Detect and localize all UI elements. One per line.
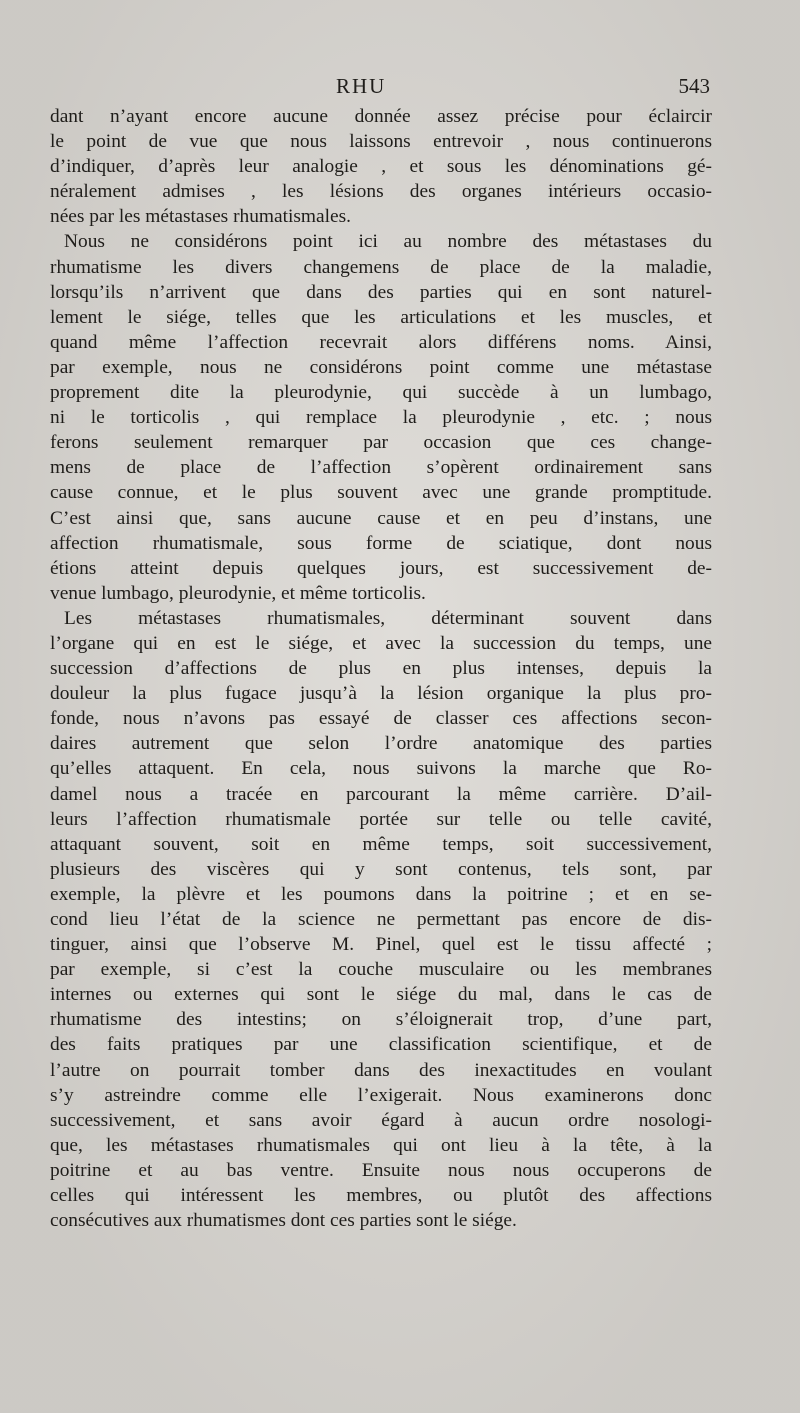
text-line: proprement dite la pleurodynie, qui succède à un lumbago, — [50, 382, 712, 404]
text-line: damel nous a tracée en parcourant la même carrière. D’ail- — [50, 783, 712, 805]
text-line: mens de place de l’affection s’opèrent ordinairement sans — [50, 457, 712, 479]
text-line: l’autre on pourrait tomber dans des inexactitudes en voulant — [50, 1059, 712, 1081]
text-line: rhumatisme les divers changemens de place de la maladie, — [50, 256, 712, 278]
text-line: successivement, et sans avoir égard à aucun ordre nosologi- — [50, 1109, 712, 1131]
text-line: des faits pratiques par une classification scientifique, et de — [50, 1034, 712, 1056]
text-line: lement le siége, telles que les articulations et les muscles, et — [50, 306, 712, 328]
text-line: quand même l’affection recevrait alors différens noms. Ainsi, — [50, 331, 712, 353]
page-number: 543 — [678, 74, 710, 98]
text-line: par exemple, si c’est la couche musculaire ou les membranes — [50, 959, 712, 981]
running-head: RHU — [336, 74, 387, 98]
text-line: dant n’ayant encore aucune donnée assez précise pour éclaircir — [50, 106, 712, 127]
text-line: s’y astreindre comme elle l’exigerait. Nous examinerons donc — [50, 1084, 712, 1106]
text-line: douleur la plus fugace jusqu’à la lésion organique la plus pro- — [50, 683, 712, 705]
text-line: tinguer, ainsi que l’observe M. Pinel, quel est le tissu affecté ; — [50, 934, 712, 956]
text-line: attaquant souvent, soit en même temps, soit successivement, — [50, 833, 712, 855]
text-line: venue lumbago, pleurodynie, et même torticolis. — [50, 582, 426, 604]
text-line: lorsqu’ils n’arrivent que dans des parties qui en sont naturel- — [50, 281, 712, 303]
text-line: Nous ne considérons point ici au nombre des métastases du — [64, 231, 712, 253]
text-line: cause connue, et le plus souvent avec une grande promptitude. — [50, 482, 712, 504]
text-line: étions atteint depuis quelques jours, est successivement de- — [50, 557, 712, 579]
text-line: néralement admises , les lésions des organes intérieurs occasio- — [50, 181, 712, 203]
text-line: ferons seulement remarquer par occasion que ces change- — [50, 432, 712, 454]
text-line: leurs l’affection rhumatismale portée sur telle ou telle cavité, — [50, 808, 712, 830]
text-line: daires autrement que selon l’ordre anatomique des parties — [50, 733, 712, 755]
text-line: ni le torticolis , qui remplace la pleurodynie , etc. ; nous — [50, 407, 712, 429]
text-line: nées par les métastases rhumatismales. — [50, 206, 351, 228]
text-line: exemple, la plèvre et les poumons dans la poitrine ; et en se- — [50, 883, 712, 905]
text-line: le point de vue que nous laissons entrevoir , nous continuerons — [50, 131, 712, 153]
text-line: affection rhumatismale, sous forme de sciatique, dont nous — [50, 532, 712, 554]
text-line: rhumatisme des intestins; on s’éloignerait trop, d’une part, — [50, 1009, 712, 1031]
text-line: poitrine et au bas ventre. Ensuite nous nous occuperons de — [50, 1159, 712, 1181]
text-line: cond lieu l’état de la science ne permettant pas encore de dis- — [50, 909, 712, 930]
text-line: d’indiquer, d’après leur analogie , et sous les dénominations gé- — [50, 156, 712, 178]
text-line: consécutives aux rhumatismes dont ces parties sont le siége. — [50, 1210, 517, 1232]
text-line: plusieurs des viscères qui y sont contenus, tels sont, par — [50, 858, 712, 880]
text-line: que, les métastases rhumatismales qui ont lieu à la tête, à la — [50, 1134, 712, 1156]
text-line: Les métastases rhumatismales, déterminant souvent dans — [64, 607, 712, 629]
text-line: par exemple, nous ne considérons point comme une métastase — [50, 356, 712, 378]
text-line: fonde, nous n’avons pas essayé de classer ces affections secon- — [50, 708, 712, 730]
text-line: internes ou externes qui sont le siége du mal, dans le cas de — [50, 984, 712, 1006]
text-line: l’organe qui en est le siége, et avec la succession du temps, une — [50, 632, 712, 654]
text-line: succession d’affections de plus en plus intenses, depuis la — [50, 658, 712, 680]
text-line: celles qui intéressent les membres, ou plutôt des affections — [50, 1185, 712, 1207]
text-line: qu’elles attaquent. En cela, nous suivons la marche que Ro- — [50, 758, 712, 780]
body-text — [50, 104, 712, 1233]
text-line: C’est ainsi que, sans aucune cause et en peu d’instans, une — [50, 507, 712, 529]
page-header — [52, 74, 710, 104]
